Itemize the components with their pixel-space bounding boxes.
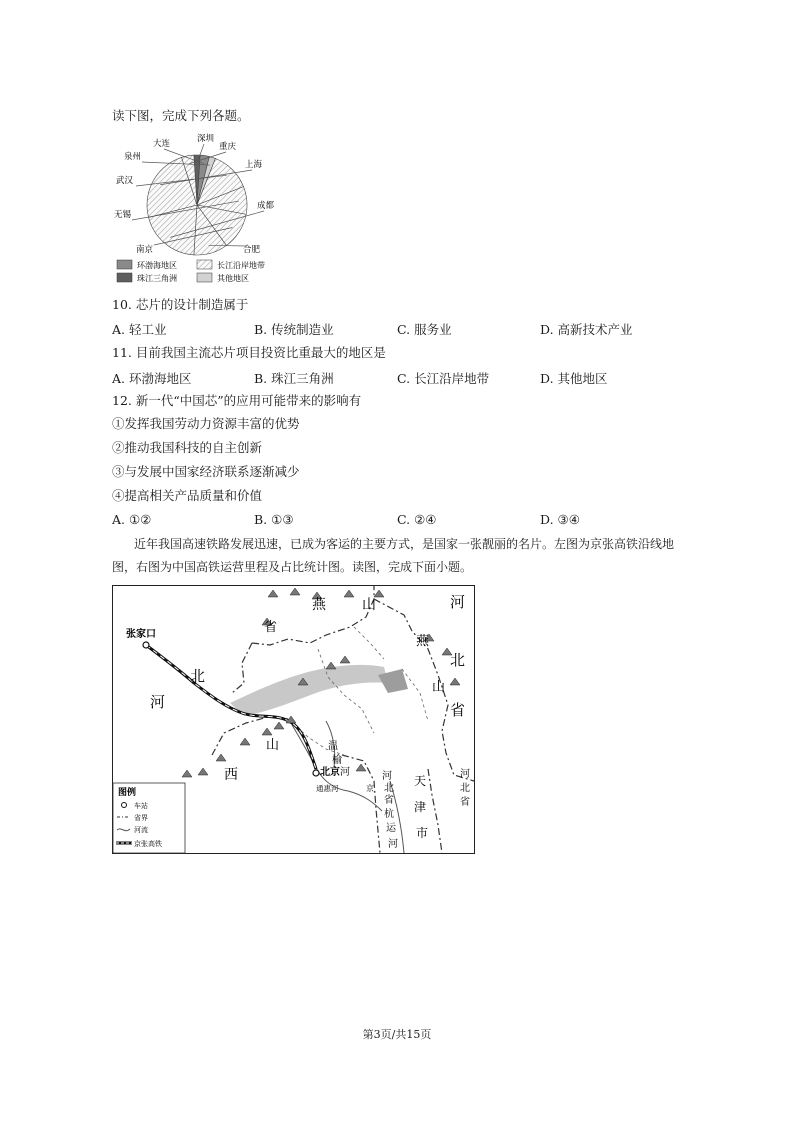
- label-wuxi: 无锡: [114, 210, 132, 220]
- map-label-jing: 京: [366, 784, 374, 793]
- q12-option-c[interactable]: C. ②④: [397, 512, 437, 527]
- jingzhang-railway-map: [112, 585, 475, 855]
- q12-item-1: ①发挥我国劳动力资源丰富的优势: [112, 416, 300, 431]
- legend-bohai: 环渤海地区: [137, 261, 177, 270]
- map-label-bei-left: 北: [190, 667, 206, 685]
- q12-option-b[interactable]: B. ①③: [254, 512, 294, 527]
- legend-border: 省界: [134, 814, 148, 822]
- legend-river: 河流: [134, 826, 148, 834]
- chip-investment-pie-figure: [112, 128, 282, 288]
- map-label-sheng-right: 省: [450, 701, 466, 719]
- q12-item-3: ③与发展中国家经济联系逐渐减少: [112, 464, 300, 479]
- map-label-bei-right: 北: [450, 651, 466, 669]
- map-label-zhangjiakou: 张家口: [126, 629, 156, 640]
- legend-changjiang: 长江沿岸地带: [217, 261, 265, 270]
- legend-title: 图例: [118, 788, 137, 798]
- label-nanjing: 南京: [136, 245, 154, 255]
- q12-item-2: ②推动我国科技的自主创新: [112, 440, 263, 455]
- label-chengdu: 成都: [257, 201, 275, 211]
- legend-zhujiang: 珠江三角洲: [137, 274, 177, 283]
- label-dalian: 大连: [153, 139, 171, 149]
- label-chongqing: 重庆: [219, 142, 237, 152]
- map-label-sheng-mid: 省: [384, 795, 394, 806]
- map-label-he-top: 河: [450, 593, 466, 611]
- station-beijing: [313, 770, 319, 776]
- legend-rail: 京张高铁: [134, 840, 162, 848]
- q11-option-a[interactable]: A. 环渤海地区: [112, 371, 192, 386]
- map-label-wen: 温: [328, 741, 338, 752]
- map-label-jin: 津: [414, 800, 427, 814]
- map-label-sheng-far: 省: [460, 797, 470, 808]
- q10-stem: 10. 芯片的设计制造属于: [112, 297, 249, 312]
- map-label-he-left: 河: [150, 693, 166, 711]
- label-wuhan: 武汉: [116, 176, 134, 186]
- map-label-beijing: 北京: [320, 767, 340, 778]
- map-label-yun: 运: [386, 823, 396, 834]
- map-label-shi: 市: [416, 826, 429, 840]
- map-label-hang: 杭: [384, 809, 394, 820]
- map-label-tonghui: 通惠河: [316, 784, 339, 793]
- map-label-shan-right: 山: [432, 680, 446, 695]
- map-label-he-far: 河: [460, 769, 470, 780]
- station-zhangjiakou: [143, 642, 149, 648]
- q12-stem: 12. 新一代“中国芯”的应用可能带来的影响有: [112, 393, 362, 408]
- map-label-yan2: 燕: [416, 634, 430, 649]
- map-label-he-canal: 河: [388, 839, 398, 850]
- legend-swatch-bohai: [117, 260, 132, 269]
- page-footer: 第3页/共15页: [362, 1028, 432, 1041]
- q11-option-c[interactable]: C. 长江沿岸地带: [397, 371, 490, 386]
- map-label-shan-top: 山: [362, 597, 376, 613]
- map-label-he-mid: 河: [382, 771, 392, 782]
- legend-swatch-changjiang: [197, 260, 212, 269]
- q11-option-b[interactable]: B. 珠江三角洲: [254, 371, 334, 386]
- q11-option-d[interactable]: D. 其他地区: [540, 371, 608, 386]
- q10-option-d[interactable]: D. 高新技术产业: [540, 322, 633, 337]
- q11-stem: 11. 目前我国主流芯片项目投资比重最大的地区是: [112, 345, 386, 360]
- map-label-yu: 榆: [332, 755, 342, 766]
- label-shanghai: 上海: [245, 160, 263, 170]
- map-legend: [113, 783, 185, 853]
- q12-option-a[interactable]: A. ①②: [112, 512, 152, 527]
- label-hefei: 合肥: [243, 245, 261, 255]
- legend-other: 其他地区: [217, 274, 249, 283]
- legend-swatch-zhujiang: [117, 273, 132, 282]
- map-label-xi: 西: [224, 767, 238, 783]
- rail-intro-paragraph: 近年我国高速铁路发展迅速，已成为客运的主要方式，是国家一张靓丽的名片。左图为京张高铁沿线地图，右图为中国高铁运营里程及占比统计图。读图，完成下面小题。: [112, 537, 675, 574]
- map-label-sheng-top: 省: [264, 620, 278, 635]
- map-label-bei-mid: 北: [384, 783, 394, 794]
- pie-slices: [147, 155, 247, 255]
- map-label-shan-left: 山: [266, 738, 280, 753]
- q12-option-d[interactable]: D. ③④: [540, 512, 580, 527]
- q12-item-4: ④提高相关产品质量和价值: [112, 488, 263, 503]
- q10-option-a[interactable]: A. 轻工业: [112, 322, 167, 337]
- legend-station: 车站: [134, 802, 148, 810]
- legend-station-symbol: [122, 803, 127, 808]
- map-label-bei-far: 北: [460, 783, 470, 794]
- label-shenzhen: 深圳: [197, 134, 215, 144]
- intro-instruction: 读下图，完成下列各题。: [112, 108, 250, 123]
- legend-swatch-other: [197, 273, 212, 282]
- q10-option-b[interactable]: B. 传统制造业: [254, 322, 334, 337]
- map-label-tian: 天: [414, 774, 427, 788]
- map-label-yan: 燕: [312, 597, 326, 613]
- map-label-he-wenyu: 河: [340, 767, 350, 778]
- q10-option-c[interactable]: C. 服务业: [397, 322, 452, 337]
- label-quanzhou: 泉州: [124, 152, 142, 162]
